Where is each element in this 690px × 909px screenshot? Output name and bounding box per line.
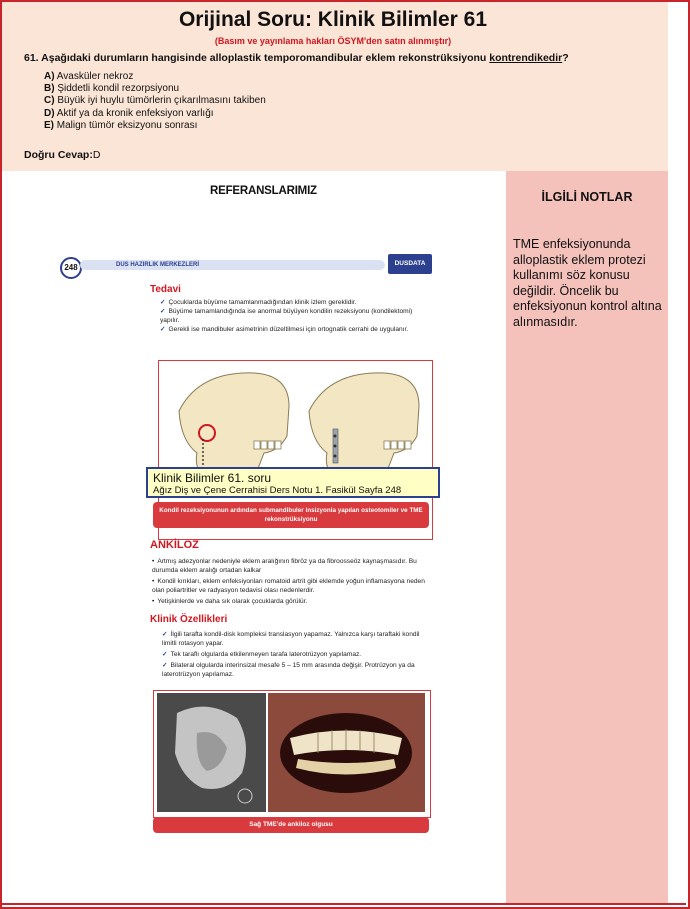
tedavi-list: [160, 298, 432, 334]
mouth-illustration: [268, 693, 425, 812]
question-body: Aşağıdaki durumların hangisinde alloplastik temporomandibular eklem rekonstrüksiyonu: [41, 52, 487, 64]
figure-caption-bar: Kondil rezeksiyonunun ardından submandibuler insizyonla yapılan osteotomiler ve TME rekonstrüksiyonu: [153, 502, 429, 528]
ankiloz-item: • Kondil kırıkları, eklem enfeksiyonları romatoid artrit gibi eklemde yoğun inflamasyona neden olan poliartritler ve radyasyon tedavisi olası nedenlerdir.: [152, 578, 425, 594]
page-number-badge: 248: [60, 257, 82, 279]
publisher-logo: DUSDATA: [388, 254, 432, 274]
section-klinik: Klinik Özellikleri: [150, 614, 228, 625]
ct-scan-image: [157, 693, 266, 812]
section-tedavi: Tedavi: [150, 284, 181, 295]
option-d: D) Aktif ya da kronik enfeksiyon varlığı: [44, 107, 214, 119]
option-a: A) Avasküler nekroz: [44, 71, 134, 82]
right-margin: [668, 2, 686, 905]
ankiloz-list: [152, 557, 432, 606]
option-c: C) Büyük iyi huylu tümörlerin çıkarılmasını takiben: [44, 95, 266, 107]
photo-caption-bar: Sağ TME'de ankiloz olgusu: [153, 817, 429, 833]
left-margin: [2, 171, 20, 905]
section-ankiloz: ANKİLOZ: [150, 539, 199, 551]
question-number: 61.: [24, 52, 39, 64]
ankiloz-item: • Yetişkinlerde ve daha sık olarak çocuklarda görülür.: [152, 598, 308, 605]
notes-text: TME enfeksiyonunda alloplastik eklem protezi kullanımı söz konusu değildir. Öncelik bu enfeksiyonun kontrol altına alınmasıdır.: [513, 237, 662, 329]
tedavi-item: ✓ Büyüme tamamlandığında ise anormal büyüyen kondilin rezeksiyonu (kondilektomi) yapılır.: [160, 308, 413, 324]
ct-scan-illustration: [157, 693, 266, 812]
ankiloz-item: • Artmış adezyonlar nedeniyle eklem aralığının fibröz ya da fibroosseöz kaynaşmasıdır. Bu durumda eklem aralığı ortadan kalkar: [152, 558, 417, 574]
question-end: ?: [562, 52, 569, 64]
mouth-photo: [268, 693, 425, 812]
klinik-item: ✓ Bilateral olgularda interinsizal mesafe 5 – 15 mm arasında değişir. Protrüzyon ya da laterotrüzyon yapılamaz.: [162, 662, 415, 678]
correct-answer: Doğru Cevap:D: [24, 149, 101, 161]
option-e: E) Malign tümör eksizyonu sonrası: [44, 119, 198, 131]
klinik-item: ✓ İlgili tarafta kondil-disk kompleksi translasyon yapamaz. Yalnızca karşı taraftaki kondil limitli rotasyon yapar.: [162, 631, 420, 647]
tooltip-title: Klinik Bilimler 61. soru: [153, 471, 272, 485]
reference-tooltip: [146, 467, 440, 498]
bottom-border: [2, 903, 686, 905]
option-b: B) Şiddetli kondil rezorpsiyonu: [44, 83, 180, 95]
references-heading: REFERANSLARIMIZ: [210, 185, 317, 197]
page-header-band: DUS HAZIRLIK MERKEZLERİ: [80, 260, 385, 270]
notes-heading: İLGİLİ NOTLAR: [541, 190, 633, 204]
tedavi-item: ✓ Gerekli ise mandibuler asimetrinin düzeltilmesi için ortognatik cerrahi de uygulanır.: [160, 326, 409, 333]
question-text: [24, 52, 664, 64]
question-keyword: kontrendikedir: [489, 52, 563, 64]
rights-notice: (Basım ve yayınlama hakları ÖSYM'den satın alınmıştır): [214, 36, 452, 46]
answer-options: [44, 71, 266, 132]
page-title: Orijinal Soru: Klinik Bilimler 61: [178, 8, 488, 31]
klinik-list: [162, 630, 432, 679]
klinik-item: ✓ Tek taraflı olgularda etkilenmeyen tarafa laterotrüzyon yapılamaz.: [162, 651, 362, 658]
tedavi-item: ✓ Çocuklarda büyüme tamamlanmadığından klinik izlem gereklidir.: [160, 299, 357, 306]
tooltip-source: Ağız Diş ve Çene Cerrahisi Ders Notu 1. Fasikül Sayfa 248: [153, 485, 402, 496]
